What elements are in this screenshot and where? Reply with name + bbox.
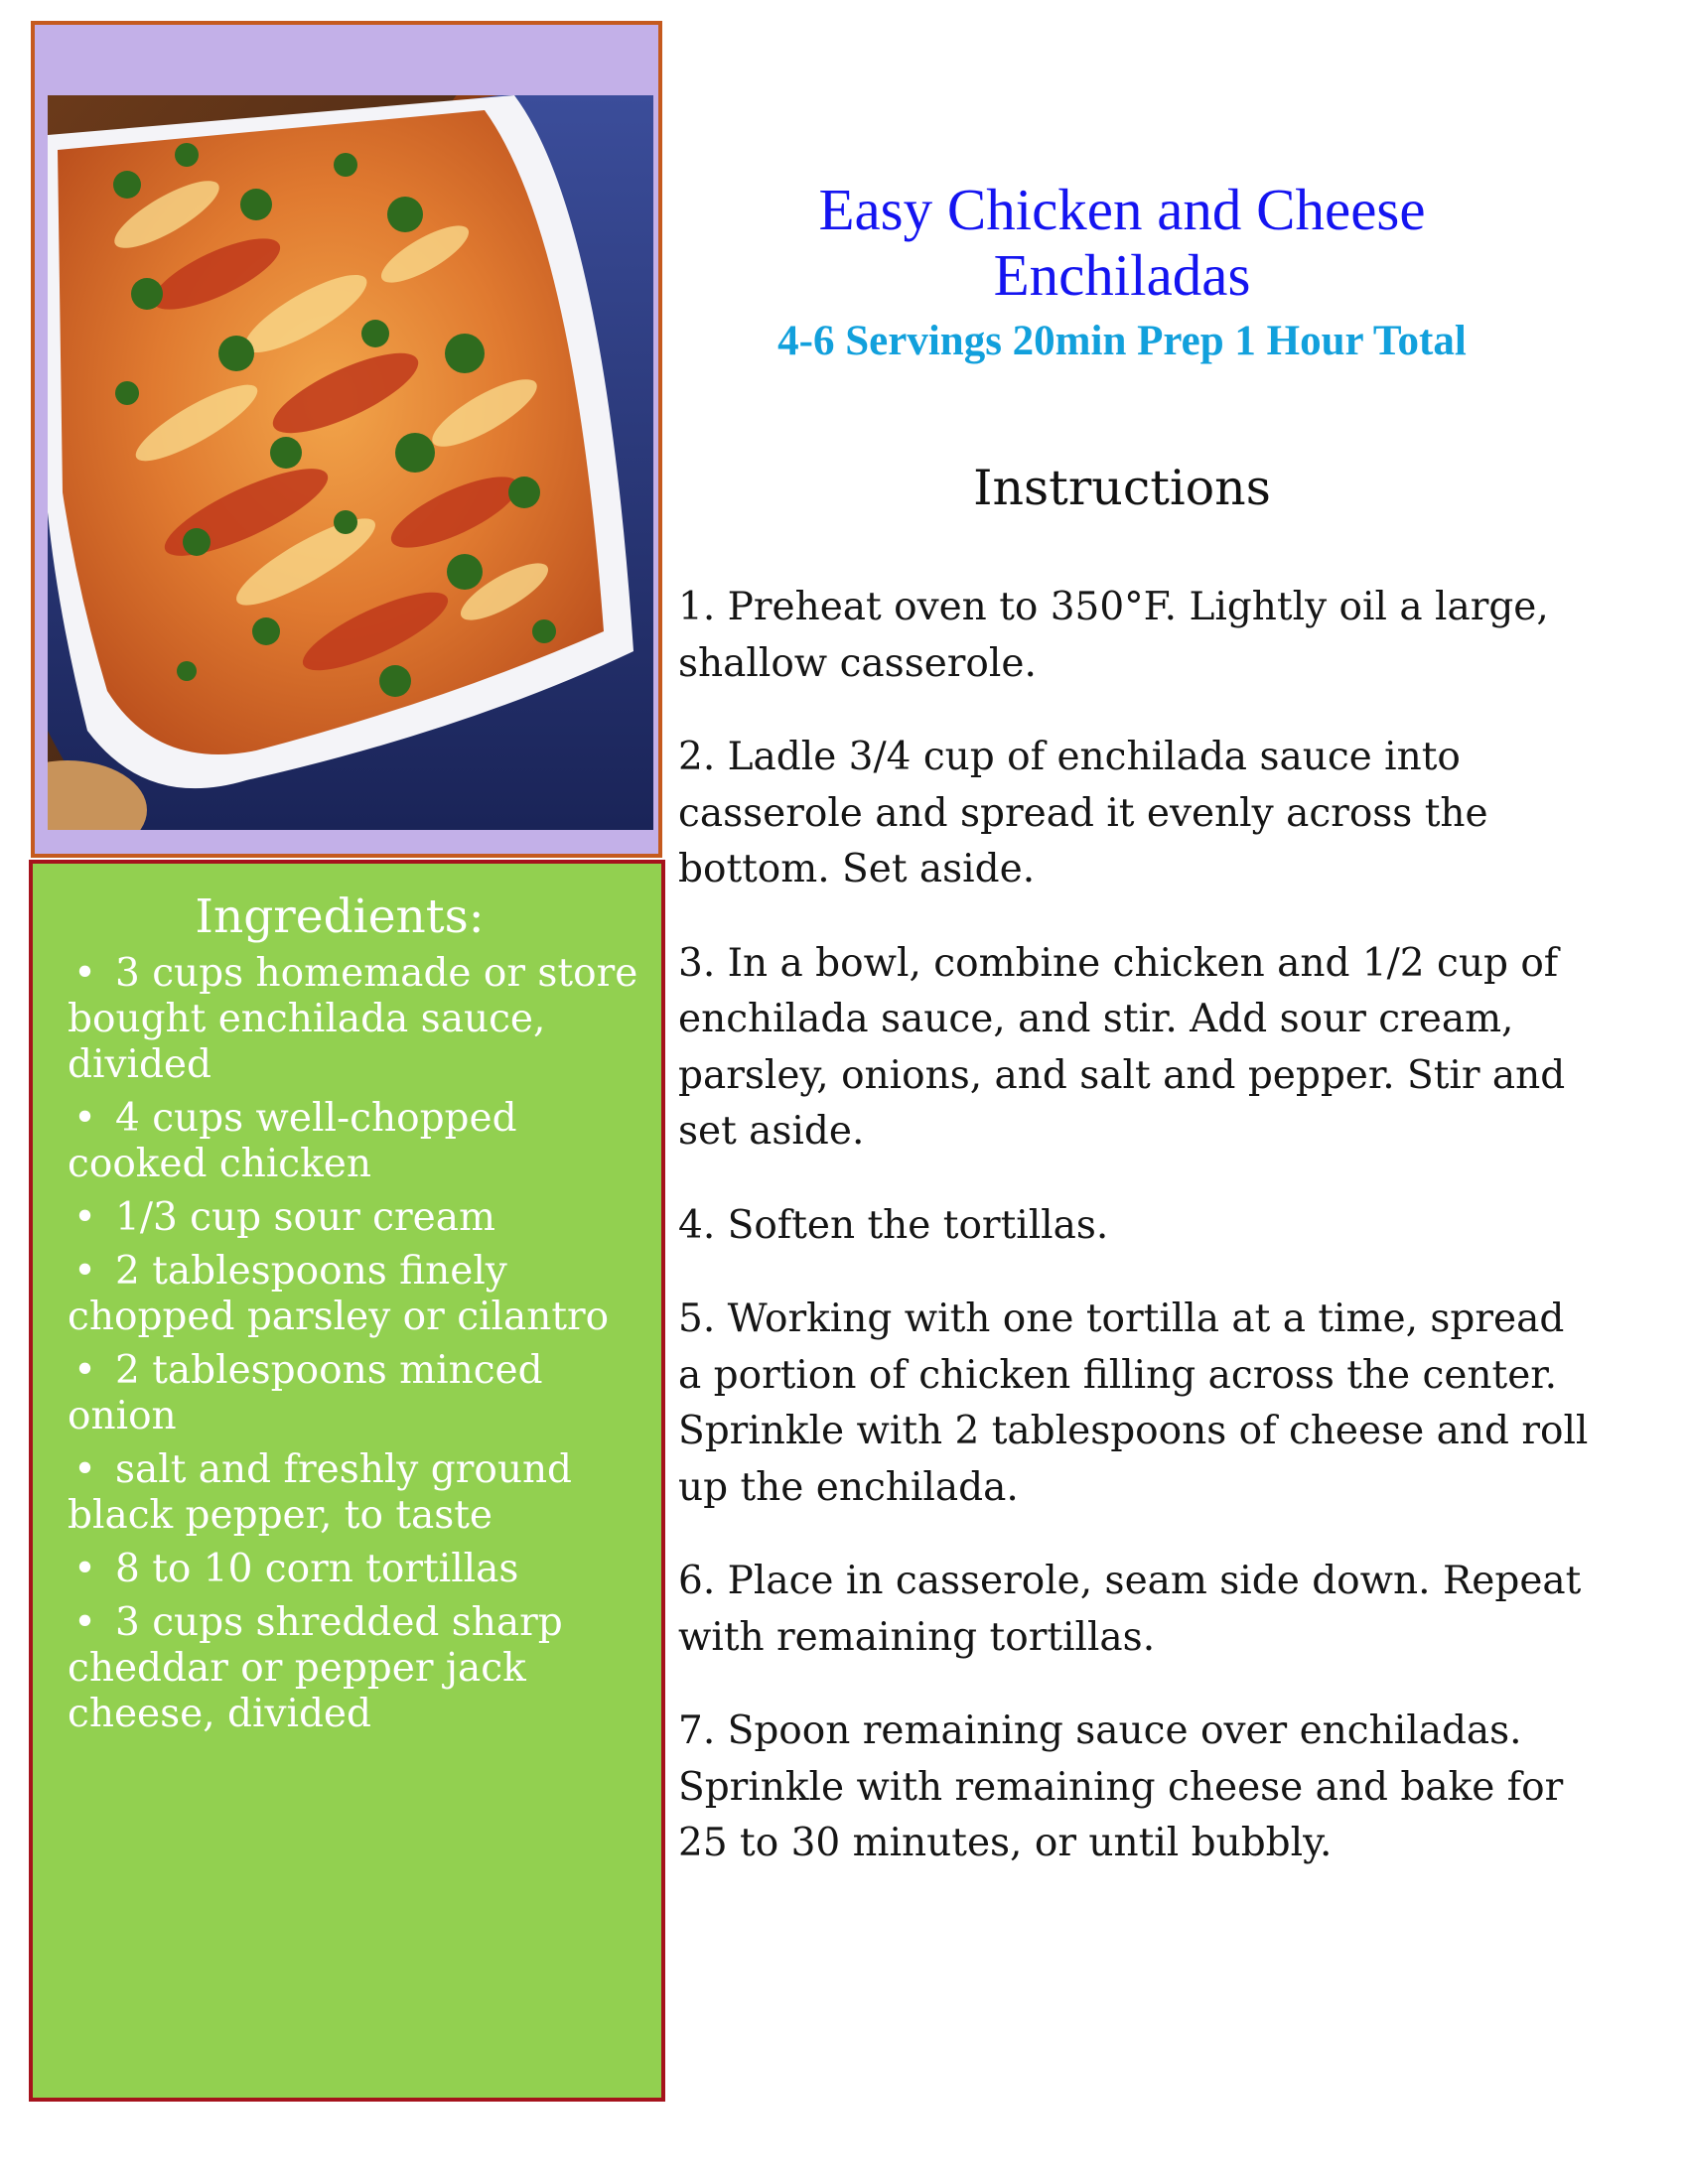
recipe-title-line-1: Easy Chicken and Cheese xyxy=(818,177,1426,242)
recipe-title xyxy=(695,177,1549,308)
instructions-heading: Instructions xyxy=(973,460,1271,516)
servings-prep-time: 4-6 Servings 20min Prep 1 Hour Total xyxy=(777,318,1467,364)
ingredient-item: • 4 cups well-chopped cooked chicken xyxy=(68,1096,517,1186)
bullet-icon: • xyxy=(73,1249,97,1294)
enchiladas-casserole-image xyxy=(48,95,653,830)
instruction-step: 1. Preheat oven to 350°F. Lightly oil a large, shallow casserole. xyxy=(678,585,1549,686)
ingredients-heading: Ingredients: xyxy=(195,889,485,944)
bullet-icon: • xyxy=(73,1195,97,1240)
recipe-title-line-2: Enchiladas xyxy=(993,242,1251,308)
bullet-icon: • xyxy=(73,951,97,996)
instruction-step: 3. In a bowl, combine chicken and 1/2 cup of enchilada sauce, and stir. Add sour cream, parsley, onions, and salt and pepper. Stir and set aside. xyxy=(678,940,1566,1154)
ingredient-item: • 2 tablespoons finely chopped parsley or cilantro xyxy=(68,1249,610,1339)
ingredient-item: • 2 tablespoons minced onion xyxy=(68,1348,543,1438)
instruction-step: 4. Soften the tortillas. xyxy=(678,1202,1109,1248)
ingredients-list xyxy=(68,951,661,1737)
bullet-icon: • xyxy=(73,1447,97,1492)
bullet-icon: • xyxy=(73,1096,97,1141)
instruction-step: 5. Working with one tortilla at a time, spread a portion of chicken filling across the center. Sprinkle with 2 tablespoons of cheese and roll up the enchilada. xyxy=(678,1297,1589,1510)
instruction-step: 2. Ladle 3/4 cup of enchilada sauce into casserole and spread it evenly across the bottom. Set aside. xyxy=(678,735,1488,891)
ingredient-item: • 1/3 cup sour cream xyxy=(68,1195,661,1241)
bullet-icon: • xyxy=(73,1348,97,1393)
ingredient-item: • 8 to 10 corn tortillas xyxy=(68,1547,661,1592)
enchiladas-photo xyxy=(48,95,653,830)
instruction-step: 7. Spoon remaining sauce over enchiladas. Sprinkle with remaining cheese and bake for 25 to 30 minutes, or until bubbly. xyxy=(678,1708,1564,1865)
photo-panel xyxy=(31,21,662,858)
ingredient-item: • 3 cups shredded sharp cheddar or pepper jack cheese, divided xyxy=(68,1600,563,1736)
instruction-step: 6. Place in casserole, seam side down. Repeat with remaining tortillas. xyxy=(678,1559,1582,1660)
bullet-icon: • xyxy=(73,1547,97,1591)
ingredient-item: • 3 cups homemade or store bought enchilada sauce, divided xyxy=(68,951,638,1087)
ingredients-panel xyxy=(29,860,665,2102)
instructions-steps xyxy=(678,580,1592,1910)
bullet-icon: • xyxy=(73,1600,97,1645)
ingredient-item: • salt and freshly ground black pepper, to taste xyxy=(68,1447,573,1538)
